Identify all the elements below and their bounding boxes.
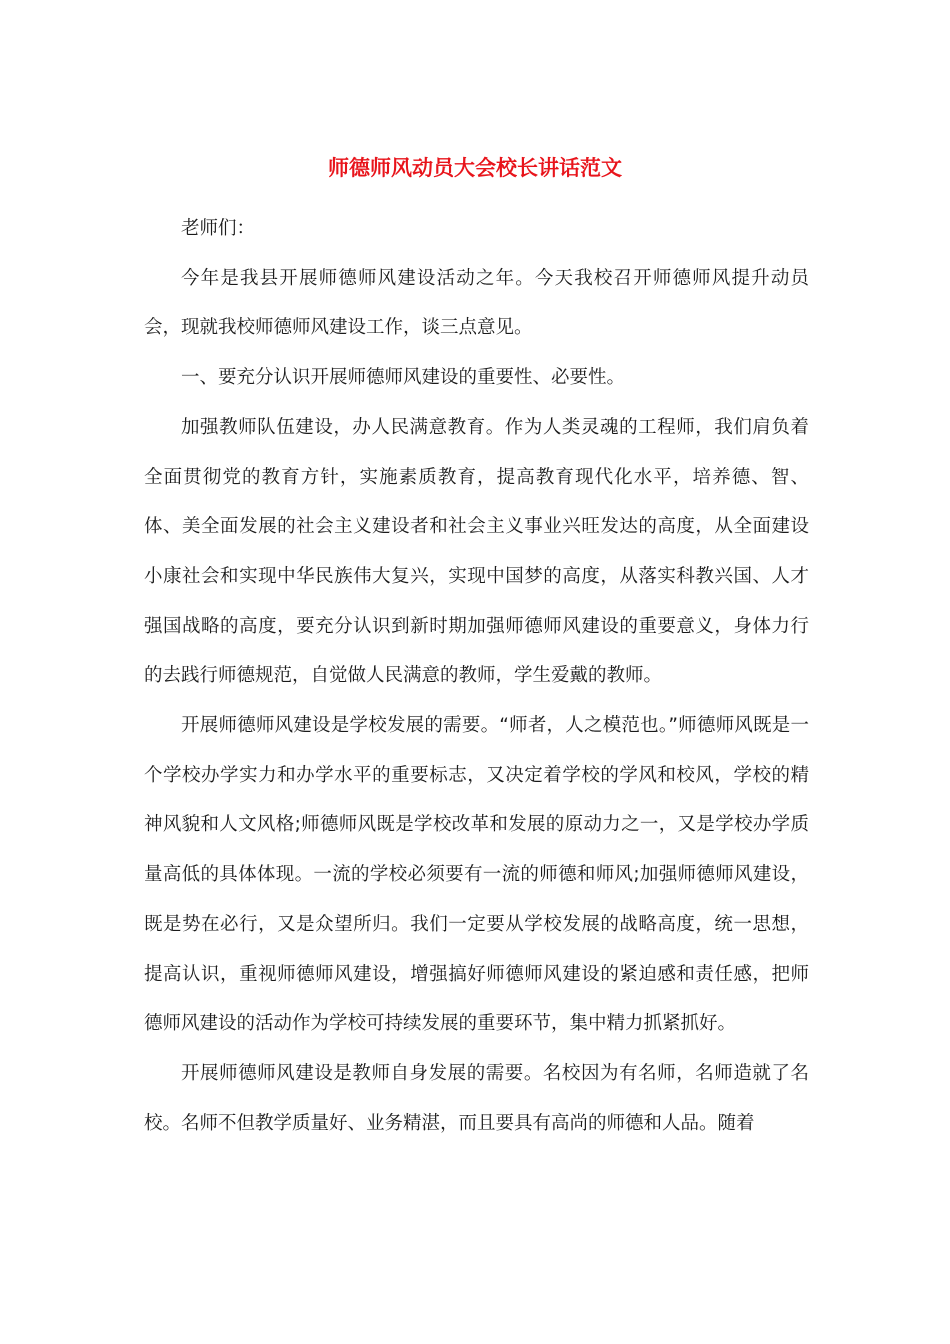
document-body [144,204,809,1148]
paragraph-intro: 今年是我县开展师德师风建设活动之年。今天我校召开师德师风提升动员会，现就我校师德师风建设工作，谈三点意见。 [144,267,809,339]
section-heading-1: 一、要充分认识开展师德师风建设的重要性、必要性。 [181,367,626,389]
document-title: 师德师风动员大会校长讲话范文 [328,156,622,180]
paragraph-school-development: 开展师德师风建设是学校发展的需要。“师者，人之模范也。”师德师风既是一个学校办学实力和办学水平的重要标志，又决定着学校的学风和校风，学校的精神风貌和人文风格;师德师风既是学校改革和发展的原动力之一，又是学校办学质量高低的具体体现。一流的学校必须要有一流的师德和师风;加强师德师风建设，既是势在必行，又是众望所归。我们一定要从学校发展的战略高度，统一思想，提高认识，重视师德师风建设，增强搞好师德师风建设的紧迫感和责任感，把师德师风建设的活动作为学校可持续发展的重要环节，集中精力抓紧抓好。 [144,715,809,1035]
paragraph-teacher-team: 加强教师队伍建设，办人民满意教育。作为人类灵魂的工程师，我们肩负着全面贯彻党的教育方针，实施素质教育，提高教育现代化水平，培养德、智、体、美全面发展的社会主义建设者和社会主义事业兴旺发达的高度，从全面建设小康社会和实现中华民族伟大复兴，实现中国梦的高度，从落实科教兴国、人才强国战略的高度，要充分认识到新时期加强师德师风建设的重要意义，身体力行的去践行师德规范，自觉做人民满意的教师，学生爱戴的教师。 [144,416,809,687]
paragraph-teacher-development: 开展师德师风建设是教师自身发展的需要。名校因为有名师，名师造就了名校。名师不但教学质量好、业务精湛，而且要具有高尚的师德和人品。随着 [144,1062,809,1134]
greeting: 老师们： [181,218,256,239]
